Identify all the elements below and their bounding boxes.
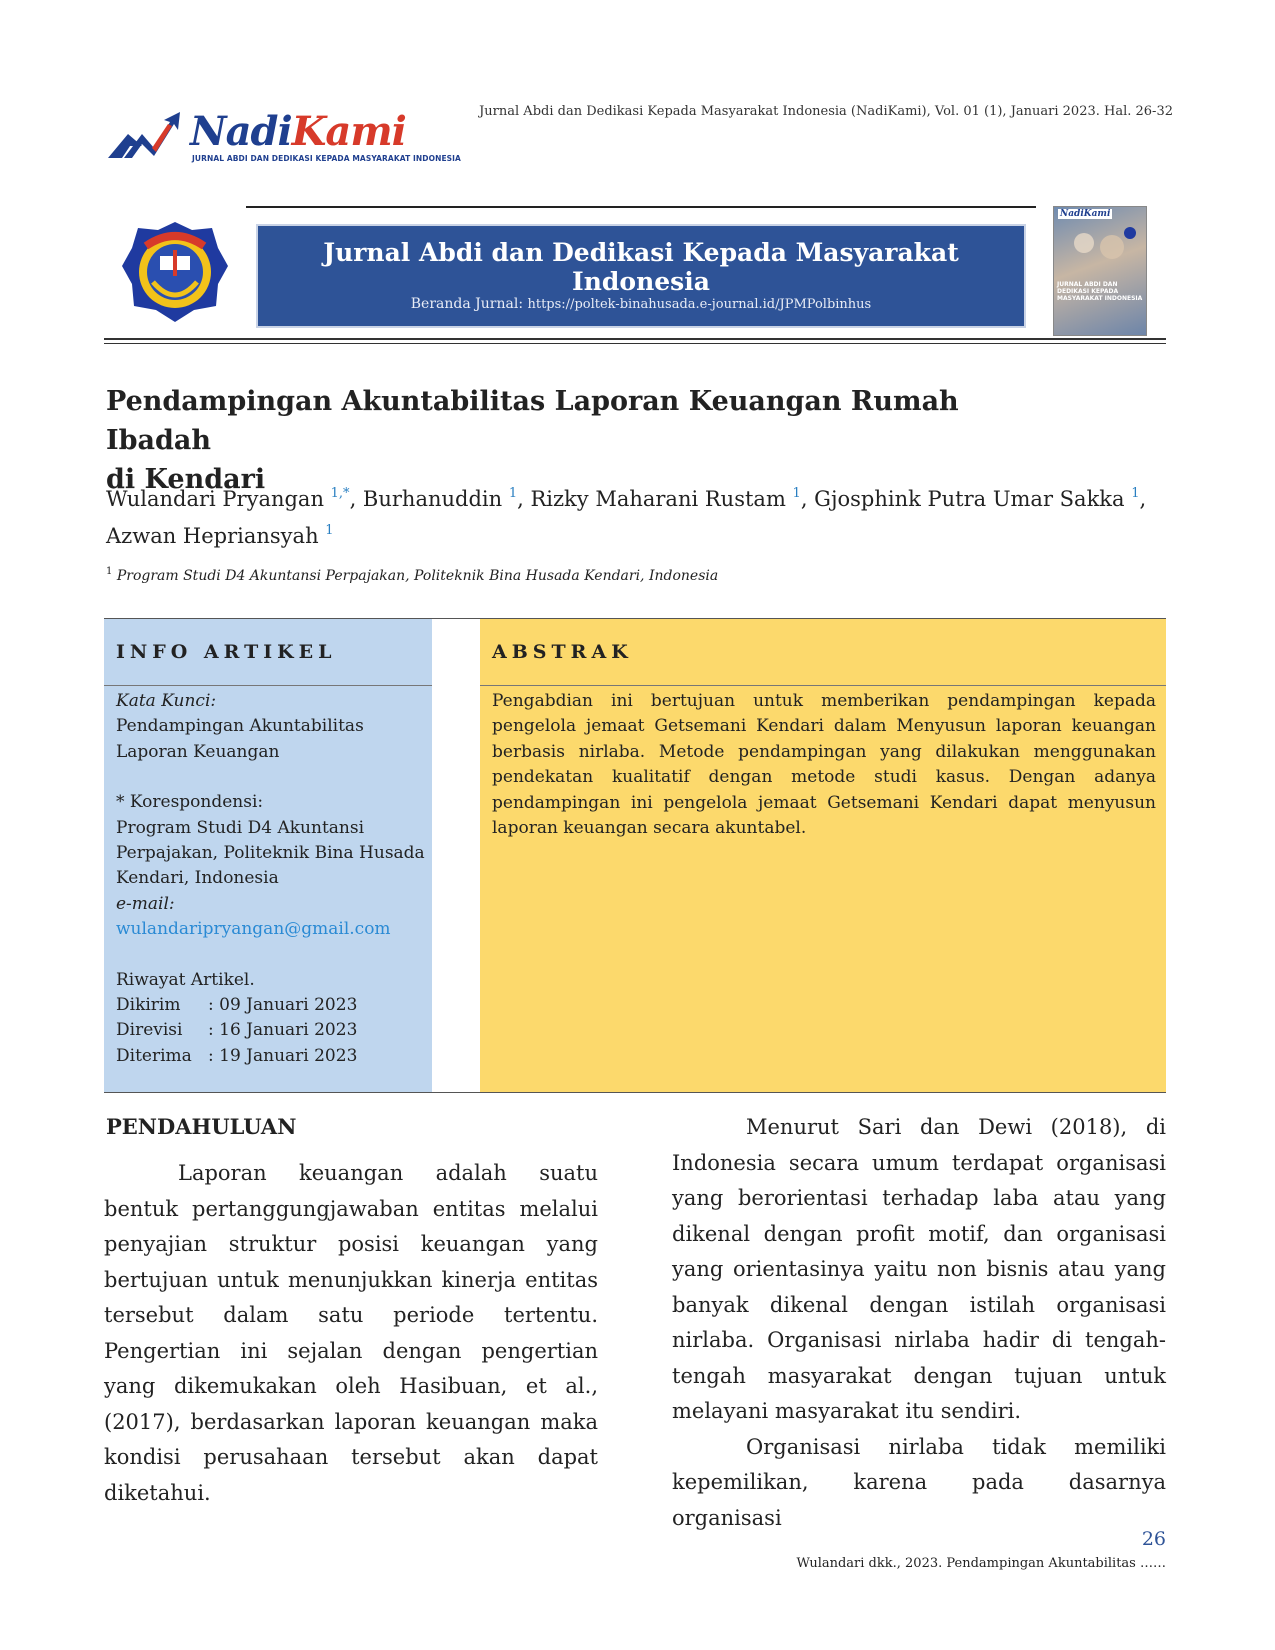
- keyword: Pendampingan Akuntabilitas: [116, 716, 364, 737]
- journal-logo: [108, 108, 461, 170]
- history-row: Dikirim : 09 Januari 2023: [116, 995, 358, 1016]
- cover-subtitle: JURNAL ABDI DAN DEDIKASI KEPADA MASYARAKAT INDONESIA: [1057, 281, 1143, 302]
- abstract-text: Pengabdian ini bertujuan untuk memberikan pendampingan kepada pengelola jemaat Getsemani Kendari dalam Menyusun laporan keuangan berbasis nirlaba. Metode pendampingan yang dilakukan menggunakan pendekatan kualitatif dengan metode studi kasus. Dengan adanya pendampingan ini pengelola jemaat Getsemani Kendari dapat menyusun laporan keuangan secara akuntabel.: [492, 691, 1156, 839]
- abstract-panel: [480, 619, 1166, 1092]
- info-divider: [104, 685, 432, 686]
- section-heading: PENDAHULUAN: [106, 1114, 297, 1139]
- correspondence-address: Kendari, Indonesia: [116, 868, 279, 889]
- body-column-right: [672, 1110, 1166, 1536]
- paragraph: Menurut Sari dan Dewi (2018), di Indonesia secara umum terdapat organisasi yang berorientasi terhadap laba atau yang dikenal dengan profit motif, dan organisasi yang orientasinya yaitu non bisnis atau yang banyak dikenal dengan istilah organisasi nirlaba. Organisasi nirlaba hadir di tengah-tengah masyarakat dengan tujuan untuk melayani masyarakat itu sendiri.: [672, 1115, 1166, 1423]
- author: Rizky Maharani Rustam $^1$: [530, 486, 801, 511]
- article-title: Pendampingan Akuntabilitas Laporan Keuangan Rumah Ibadah di Kendari: [106, 386, 959, 495]
- info-table-bottom-rule: [104, 1092, 1166, 1093]
- history-row: Direvisi : 16 Januari 2023: [116, 1020, 358, 1041]
- author: Burhanuddin $^1$: [362, 486, 518, 511]
- paragraph: Laporan keuangan adalah suatu bentuk pertanggungjawaban entitas melalui penyajian struktur posisi keuangan yang bertujuan untuk menunjukkan kinerja entitas tersebut dalam satu periode tertentu. Pengertian ini sejalan dengan pengertian yang dikemukakan oleh Hasibuan, et al., (2017), berdasarkan laporan keuangan maka kondisi perusahaan tersebut akan dapat diketahui.: [104, 1161, 598, 1505]
- running-head: Jurnal Abdi dan Dedikasi Kepada Masyarakat Indonesia (NadiKami), Vol. 01 (1), Januari 2023. Hal. 26-32: [479, 104, 1173, 119]
- info-heading: INFO ARTIKEL: [116, 641, 337, 663]
- author: Azwan Hepriansyah $^1$: [106, 523, 334, 548]
- history-label: Riwayat Artikel.: [116, 969, 255, 990]
- header-double-rule-top: [104, 338, 1166, 340]
- header-rule: [246, 206, 1036, 208]
- cover-image-icon: [1054, 221, 1144, 281]
- homepage-label: Beranda Jurnal:: [410, 296, 528, 312]
- journal-homepage: [256, 296, 1026, 312]
- institution-badge: [120, 220, 230, 324]
- journal-banner: [256, 224, 1026, 328]
- author: Wulandari Pryangan $^{1,*}$: [106, 486, 350, 511]
- body-column-left: [104, 1156, 598, 1511]
- page-number: 26: [1141, 1528, 1166, 1550]
- correspondence-label: * Korespondensi:: [116, 792, 264, 813]
- header-double-rule-bottom: [104, 343, 1166, 344]
- email-label: e-mail:: [116, 893, 175, 914]
- abstract-divider: [480, 685, 1166, 686]
- keyword: Laporan Keuangan: [116, 741, 280, 762]
- cover-title: NadiKami: [1060, 209, 1111, 219]
- abstract-heading: ABSTRAK: [492, 641, 633, 663]
- journal-cover: [1053, 206, 1147, 336]
- banner-title: Jurnal Abdi dan Dedikasi Kepada Masyarakat Indonesia: [323, 238, 959, 296]
- article-info-panel: [104, 619, 432, 1092]
- author-list: Wulandari Pryangan $^{1,*}$, Burhanuddin $^1$, Rizky Maharani Rustam $^1$, Gjosphink Putra Umar Sakka $^1$, Azwan Hepriansyah $^1$: [106, 486, 1147, 548]
- logo-subtitle: JURNAL ABDI DAN DEDIKASI KEPADA MASYARAKAT INDONESIA: [192, 154, 461, 163]
- correspondence-address: Perpajakan, Politeknik Bina Husada: [116, 843, 425, 864]
- history-row: Diterima : 19 Januari 2023: [116, 1045, 358, 1066]
- correspondence-address: Program Studi D4 Akuntansi: [116, 817, 365, 838]
- logo-wordmark: NadiKami: [190, 108, 406, 155]
- footer-citation: Wulandari dkk., 2023. Pendampingan Akuntabilitas ……: [796, 1556, 1166, 1571]
- arrow-chart-icon: [108, 112, 188, 162]
- homepage-link[interactable]: https://poltek-binahusada.e-journal.id/JPMPolbinhus: [527, 297, 872, 312]
- author: Gjosphink Putra Umar Sakka $^1$: [814, 486, 1140, 511]
- paragraph: Organisasi nirlaba tidak memiliki kepemilikan, karena pada dasarnya organisasi: [672, 1434, 1166, 1530]
- email-link[interactable]: wulandaripryangan@gmail.com: [116, 919, 391, 940]
- seal-icon: [120, 220, 230, 324]
- affiliation: $^1$ Program Studi D4 Akuntansi Perpajakan, Politeknik Bina Husada Kendari, Indonesia: [106, 566, 719, 584]
- keywords-label: Kata Kunci:: [116, 691, 217, 711]
